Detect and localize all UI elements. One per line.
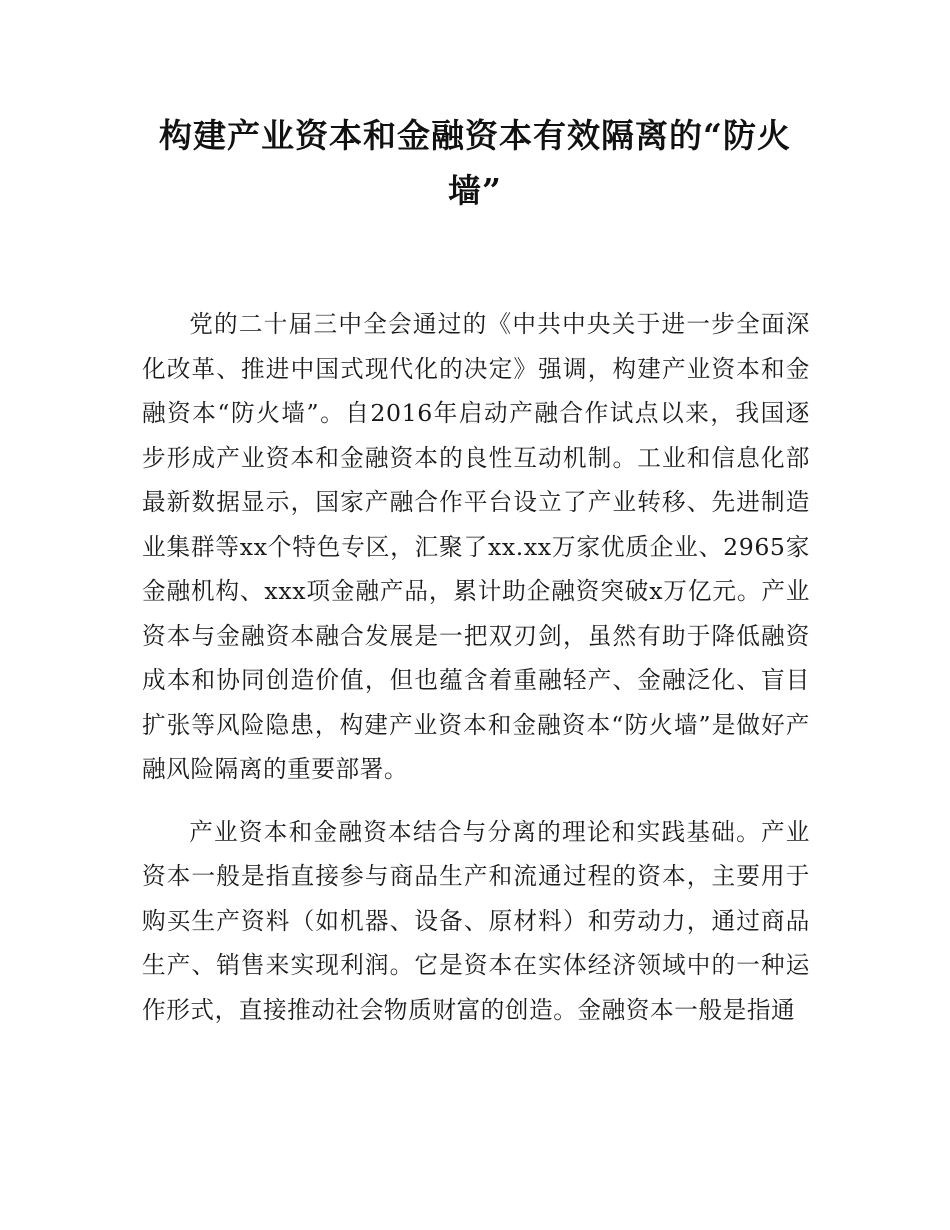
paragraph-2: 产业资本和金融资本结合与分离的理论和实践基础。产业资本一般是指直接参与商品生产和流通过程的资本，主要用于购买生产资料（如机器、设备、原材料）和劳动力，通过商品生产、销售来实现利润。它是资本在实体经济领域中的一种运作形式，直接推动社会物质财富的创造。金融资本一般是指通: [142, 817, 810, 1024]
document-body: [142, 302, 810, 1050]
paragraph-1: 党的二十届三中全会通过的《中共中央关于进一步全面深化改革、推进中国式现代化的决定》强调，构建产业资本和金融资本“防火墙”。自2016年启动产融合作试点以来，我国逐步形成产业资本和金融资本的良性互动机制。工业和信息化部最新数据显示，国家产融合作平台设立了产业转移、先进制造业集群等xx个特色专区，汇聚了xx.xx万家优质企业、2965家金融机构、xxx项金融产品，累计助企融资突破x万亿元。产业资本与金融资本融合发展是一把双刃剑，虽然有助于降低融资成本和协同创造价值，但也蕴含着重融轻产、金融泛化、盲目扩张等风险隐患，构建产业资本和金融资本“防火墙”是做好产融风险隔离的重要部署。: [142, 310, 810, 783]
page-title: 构建产业资本和金融资本有效隔离的“防火墙”: [159, 116, 791, 210]
